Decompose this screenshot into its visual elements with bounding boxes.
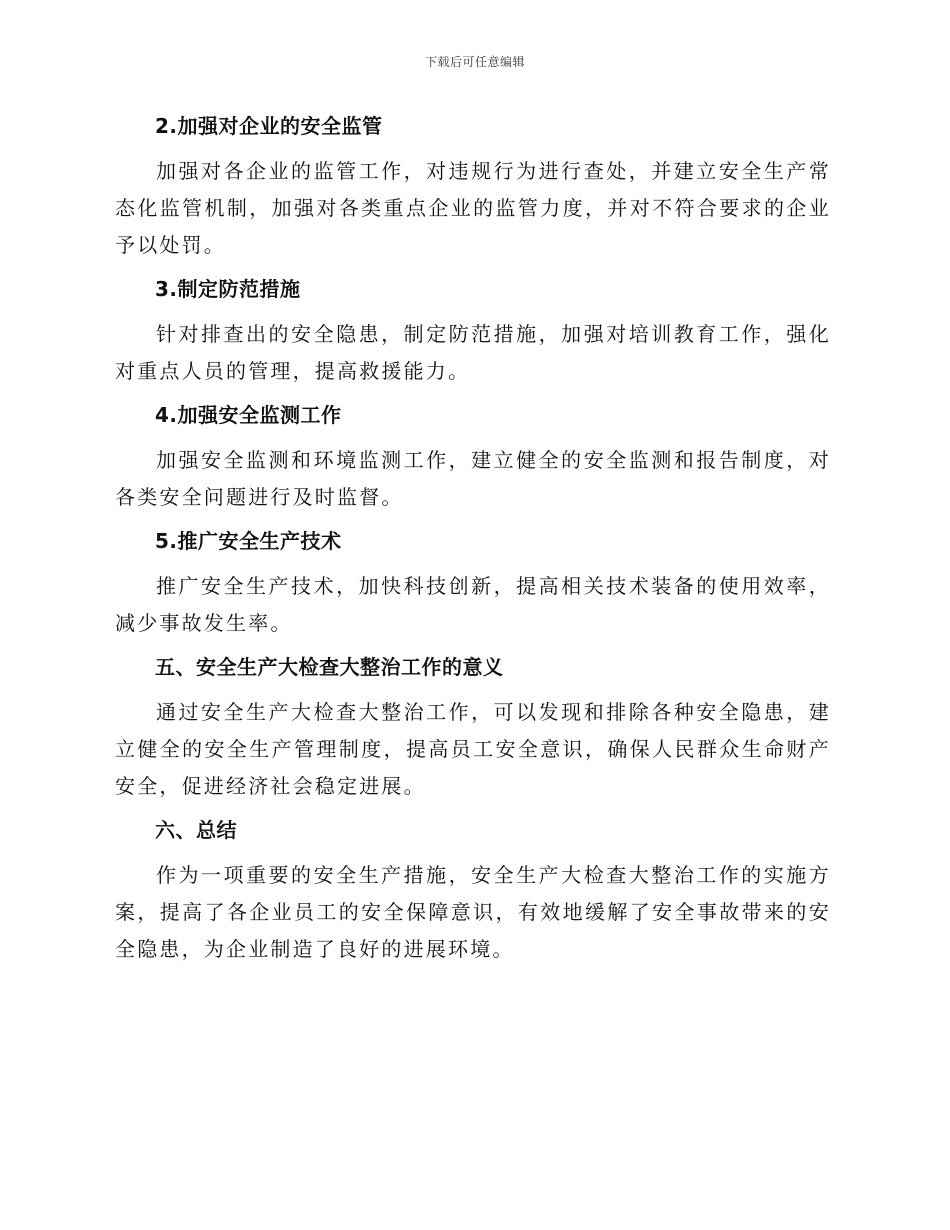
section-safety-monitoring xyxy=(115,401,831,516)
section-paragraph: 加强安全监测和环境监测工作，建立健全的安全监测和报告制度，对各类安全问题进行及时监督。 xyxy=(115,448,831,509)
section-paragraph: 加强对各企业的监管工作，对违规行为进行查处，并建立安全生产常态化监管机制，加强对各类重点企业的监管力度，并对不符合要求的企业予以处罚。 xyxy=(115,159,831,257)
section-summary xyxy=(115,816,831,968)
section-prevention-measures xyxy=(115,275,831,390)
section-paragraph: 针对排查出的安全隐患，制定防范措施，加强对培训教育工作，强化对重点人员的管理，提高救援能力。 xyxy=(115,322,831,383)
page-header: 下载后可任意编辑 xyxy=(424,55,525,69)
section-heading: 5.推广安全生产技术 xyxy=(155,529,342,553)
section-paragraph: 作为一项重要的安全生产措施，安全生产大检查大整治工作的实施方案，提高了各企业员工的安全保障意识，有效地缓解了安全事故带来的安全隐患，为企业制造了良好的进展环境。 xyxy=(115,863,831,961)
section-heading: 4.加强安全监测工作 xyxy=(155,403,342,427)
document-body xyxy=(115,112,831,979)
section-heading: 3.制定防范措施 xyxy=(155,277,301,301)
section-heading: 六、总结 xyxy=(155,818,237,842)
section-paragraph: 通过安全生产大检查大整治工作，可以发现和排除各种安全隐患，建立健全的安全生产管理制度，提高员工安全意识，确保人民群众生命财产安全，促进经济社会稳定进展。 xyxy=(115,700,831,798)
section-heading: 2.加强对企业的安全监管 xyxy=(155,114,383,138)
section-paragraph: 推广安全生产技术，加快科技创新，提高相关技术装备的使用效率，减少事故发生率。 xyxy=(115,574,831,635)
section-significance xyxy=(115,653,831,805)
section-heading: 五、安全生产大检查大整治工作的意义 xyxy=(155,655,504,679)
section-safety-technology xyxy=(115,527,831,642)
section-enterprise-supervision xyxy=(115,112,831,264)
